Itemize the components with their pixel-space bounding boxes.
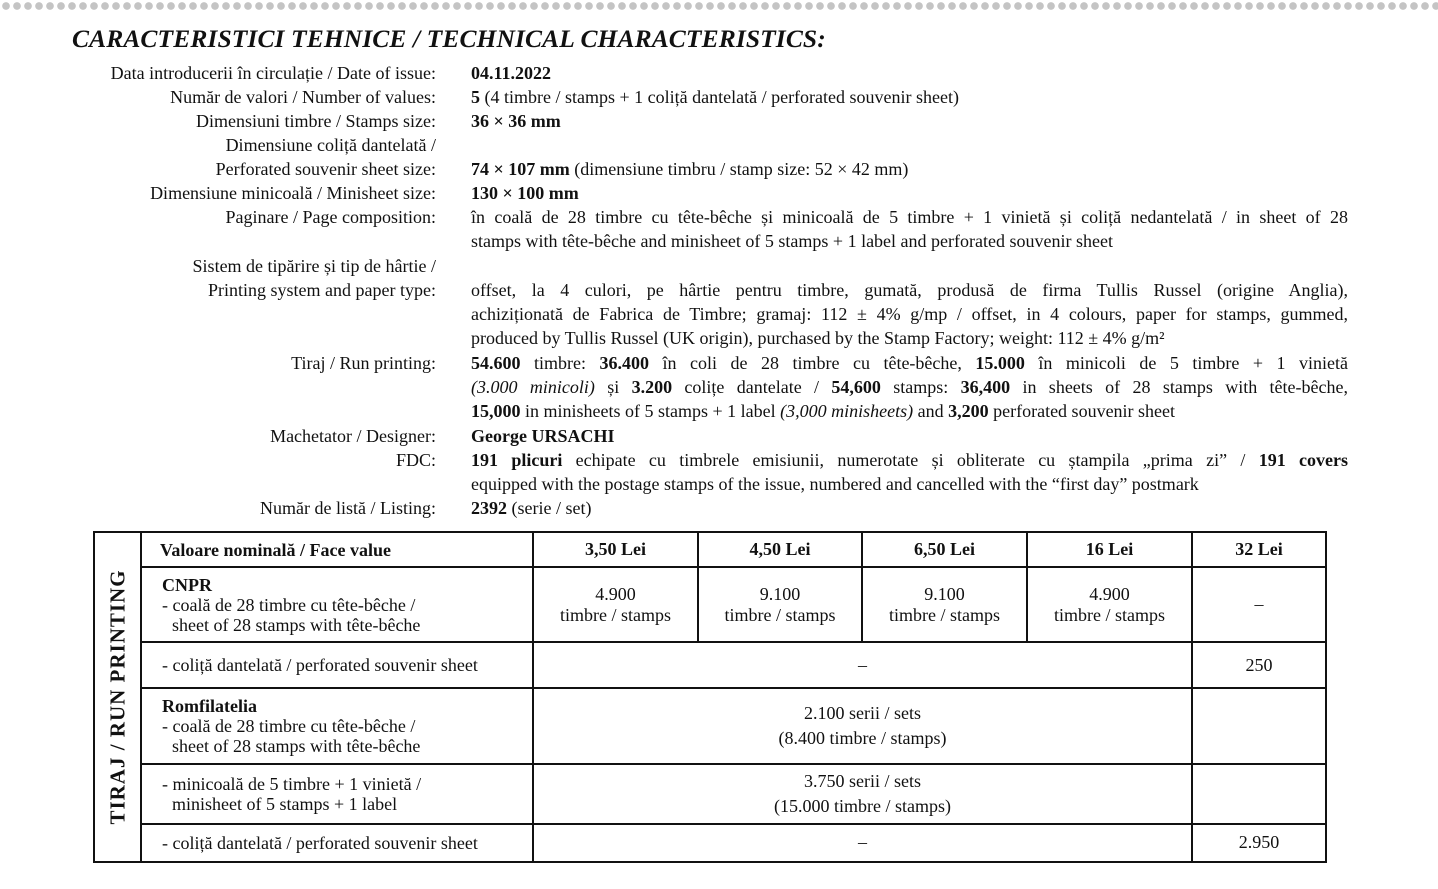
run-printing-table	[93, 531, 1325, 863]
cell-cnpr-sheet-merged: –	[533, 642, 1192, 688]
date-value: 04.11.2022	[471, 63, 552, 83]
cell-romfilatelia-merged: 2.100 serii / sets (8.400 timbre / stamps)	[533, 688, 1192, 763]
side-label-cell	[94, 532, 141, 862]
side-label: TIRAJ / RUN PRINTING	[105, 569, 129, 825]
row-minisheet-desc: - minicoală de 5 timbre + 1 vinietă / minisheet of 5 stamps + 1 label	[141, 764, 533, 824]
table-row	[94, 824, 1326, 862]
fdc-label: FDC:	[395, 450, 436, 470]
listing-label: Număr de listă / Listing:	[260, 498, 436, 518]
print-label-2: Printing system and paper type:	[208, 280, 436, 300]
cell-romfilatelia-5	[1192, 688, 1326, 763]
minisheet-value: 130 × 100 mm	[471, 183, 579, 203]
header-value-4: 16 Lei	[1027, 532, 1192, 567]
table-row	[94, 688, 1326, 763]
row-romfilatelia-sheet-desc: - coliță dantelată / perforated souvenir sheet	[141, 824, 533, 862]
sheet-size-label-2: Perforated souvenir sheet size:	[215, 159, 436, 179]
print-label-1: Sistem de tipărire și tip de hârtie /	[192, 256, 436, 276]
cell-romfilatelia-sheet-merged: –	[533, 824, 1192, 862]
minisheet-label: Dimensiune minicoală / Minisheet size:	[150, 183, 436, 203]
print-value: offset, la 4 culori, pe hârtie pentru timbre, gumată, produsă de firma Tullis Russel (origine Anglia), achiziționată de Fabrica de Timbre; gramaj: 112 ± 4% g/mp / offset, in 4 colours, paper for stamps, gummed, produced by Tullis Russel (UK origin), purchased by the Stamp Factory; weight: 112 ± 4% g/m²	[471, 280, 1348, 348]
table-header-row	[94, 532, 1326, 567]
page-composition-value: în coală de 28 timbre cu tête-bêche și minicoală de 5 timbre + 1 vinietă și coliță nedantelată / in sheet of 28 stamps with tête-bêche and minisheet of 5 stamps + 1 label and perforated souvenir sheet	[471, 207, 1348, 251]
table-row	[94, 642, 1326, 688]
perforation-border	[0, 0, 1438, 12]
cell-minisheet-merged: 3.750 serii / sets (15.000 timbre / stamps)	[533, 764, 1192, 824]
row-romfilatelia-desc: Romfilatelia - coală de 28 timbre cu tête-bêche / sheet of 28 stamps with tête-bêche	[141, 688, 533, 763]
row-cnpr-sheet-desc: - coliță dantelată / perforated souvenir sheet	[141, 642, 533, 688]
row-cnpr-desc: CNPR - coală de 28 timbre cu tête-bêche / sheet of 28 stamps with tête-bêche	[141, 567, 533, 642]
header-face-value: Valoare nominală / Face value	[141, 532, 533, 567]
fdc-value: 191 plicuri echipate cu timbrele emisiunii, numerotate și obliterate cu ștampila „prima zi” / 191 covers equipped with the postage stamps of the issue, numbered and cancelled with the “first day” postmark	[471, 450, 1348, 494]
header-value-5: 32 Lei	[1192, 532, 1326, 567]
cell-minisheet-5	[1192, 764, 1326, 824]
table-row	[94, 567, 1326, 642]
values-label: Număr de valori / Number of values:	[170, 87, 436, 107]
cell-cnpr-1: 4.900 timbre / stamps	[533, 567, 698, 642]
designer-value: George URSACHI	[471, 426, 615, 446]
page-composition-label: Paginare / Page composition:	[225, 207, 436, 227]
values-value: 5 (4 timbre / stamps + 1 coliță dantelată / perforated souvenir sheet)	[471, 87, 959, 107]
run-value: 54.600 timbre: 36.400 în coli de 28 timbre cu tête-bêche, 15.000 în minicoli de 5 timbre + 1 vinietă (3.000 minicoli) și 3.200 colițe dantelate / 54,600 stamps: 36,400 in sheets of 28 stamps with tête-bêche, 15,000 in minisheets of 5 stamps + 1 label (3,000 minisheets) and 3,200 perforated souvenir sheet	[471, 353, 1349, 421]
sheet-size-value: 74 × 107 mm (dimensiune timbru / stamp size: 52 × 42 mm)	[471, 159, 909, 179]
cell-romfilatelia-sheet-5: 2.950	[1192, 824, 1326, 862]
stamps-size-value: 36 × 36 mm	[471, 111, 561, 131]
cell-cnpr-3: 9.100 timbre / stamps	[862, 567, 1027, 642]
stamps-size-label: Dimensiuni timbre / Stamps size:	[196, 111, 436, 131]
cell-cnpr-4: 4.900 timbre / stamps	[1027, 567, 1192, 642]
cell-cnpr-5: –	[1192, 567, 1326, 642]
header-value-2: 4,50 Lei	[698, 532, 862, 567]
page-title: CARACTERISTICI TEHNICE / TECHNICAL CHARACTERISTICS:	[72, 24, 826, 53]
run-label: Tiraj / Run printing:	[291, 353, 436, 373]
header-value-1: 3,50 Lei	[533, 532, 698, 567]
header-value-3: 6,50 Lei	[862, 532, 1027, 567]
table-row	[94, 764, 1326, 824]
designer-label: Machetator / Designer:	[270, 426, 436, 446]
cell-cnpr-2: 9.100 timbre / stamps	[698, 567, 862, 642]
cell-cnpr-sheet-5: 250	[1192, 642, 1326, 688]
date-label: Data introducerii în circulație / Date of issue:	[110, 63, 436, 83]
listing-value: 2392 (serie / set)	[471, 498, 592, 518]
sheet-size-label-1: Dimensiune coliță dantelată /	[225, 135, 436, 155]
